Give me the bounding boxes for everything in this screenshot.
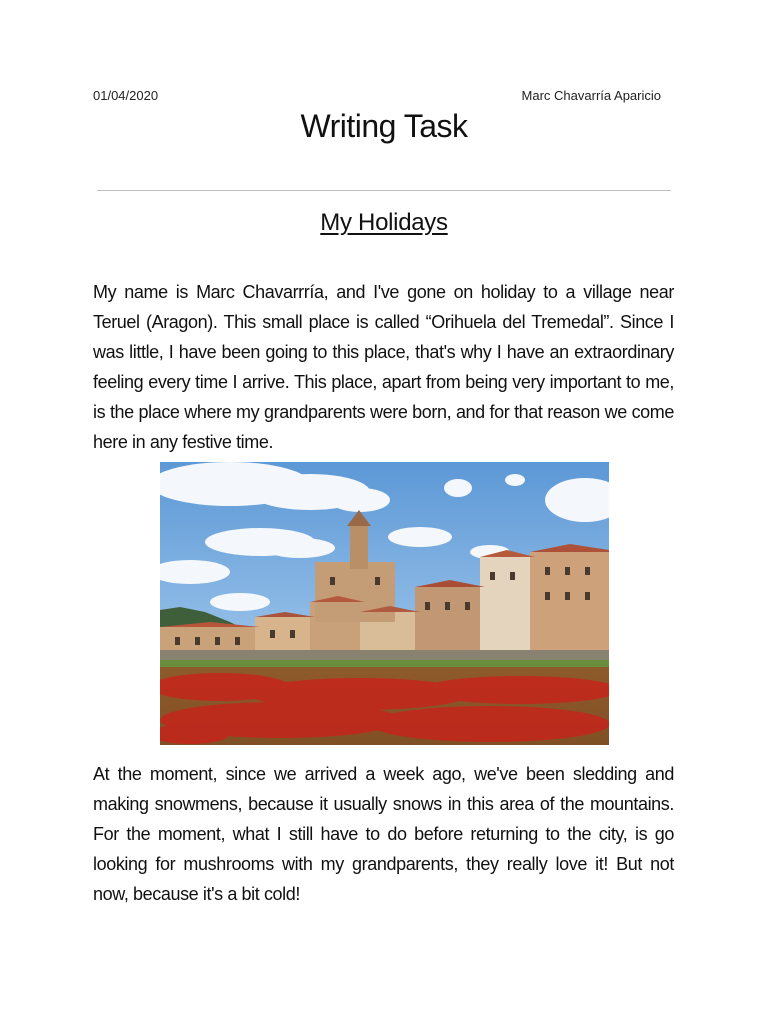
village-photo xyxy=(160,462,609,745)
document-author: Marc Chavarría Aparicio xyxy=(521,88,661,103)
paragraph-activities: At the moment, since we arrived a week ago, we've been sledding and making snowmens, because it usually snows in this area of the mountains. For the moment, what I still have to do before returning to the city, is go looking for mushrooms with my grandparents, they really love it! But not now, because it's a bit cold! xyxy=(93,764,674,904)
page-title: Writing Task xyxy=(300,108,468,144)
paragraph-intro: My name is Marc Chavarrría, and I've gone on holiday to a village near Teruel (Aragon). This small place is called “Orihuela del Tremedal”. Since I was little, I have been going to this place, that's why I have an extraordinary feeling every time I arrive. This place, apart from being very important to me, is the place where my grandparents were born, and for that reason we come here in any festive time. xyxy=(93,282,674,452)
document-date: 01/04/2020 xyxy=(93,88,159,103)
horizontal-divider xyxy=(97,190,671,191)
section-title: My Holidays xyxy=(320,209,448,236)
stone-wall xyxy=(160,650,609,660)
poppies xyxy=(160,667,609,745)
